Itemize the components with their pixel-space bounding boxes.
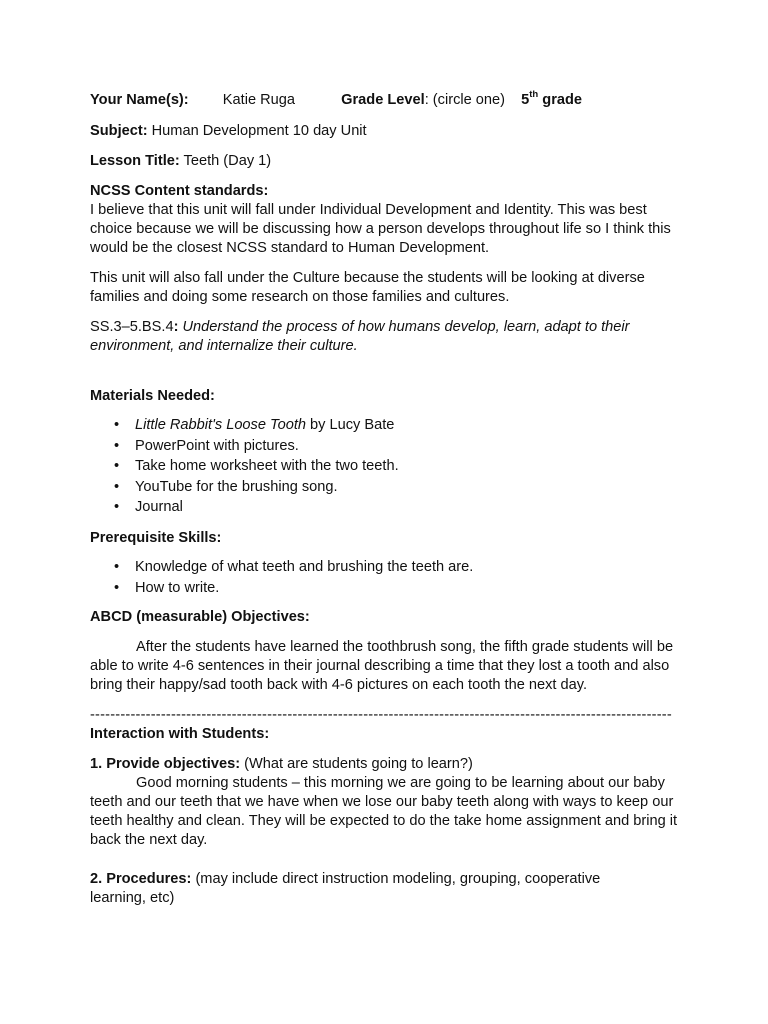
list-item: • YouTube for the brushing song. <box>90 477 399 498</box>
ncss-paragraph-1: I believe that this unit will fall under Individual Development and Identity. This was best choice because we will be discussing how a person develops throughout life so I think this would be the closest NCSS standard to Human Development. <box>90 202 671 256</box>
list-item: • Take home worksheet with the two teeth. <box>90 456 399 477</box>
subject-label: Subject: <box>90 123 148 139</box>
subject-value: Human Development 10 day Unit <box>151 123 367 139</box>
bullet-icon: • <box>114 478 120 495</box>
bullet-icon: • <box>114 417 120 433</box>
book-author: by Lucy Bate <box>306 417 395 433</box>
provide-objectives-paragraph: Good morning students – this morning we are going to be learning about our baby teeth and our teeth that we have when we lose our baby teeth along with ways to keep our teeth healthy and clean. They will be expected to do the take home assignment and bring it back the next day. <box>90 775 678 848</box>
interaction-heading: Interaction with Students: <box>90 726 270 742</box>
procedures-line <box>90 870 650 908</box>
list-item: • How to write. <box>90 578 473 599</box>
list-item: • Knowledge of what teeth and brushing the teeth are. <box>90 557 473 578</box>
list-item <box>90 415 399 436</box>
list-item: • PowerPoint with pictures. <box>90 436 399 457</box>
ncss-heading: NCSS Content standards: <box>90 183 269 199</box>
header-line <box>90 91 582 110</box>
bullet-icon: • <box>114 458 120 474</box>
provide-objectives-label: 1. Provide objectives: <box>90 756 241 772</box>
bullet-icon: • <box>114 437 120 454</box>
bullet-icon: • <box>114 559 120 575</box>
bullet-icon: • <box>114 579 120 596</box>
prereq-heading: Prerequisite Skills: <box>90 530 222 546</box>
procedures-label: 2. Procedures: <box>90 871 192 887</box>
book-title: Little Rabbit's Loose Tooth <box>135 417 306 433</box>
lesson-title-line <box>90 152 271 171</box>
lesson-title-label: Lesson Title: <box>90 153 180 169</box>
materials-heading: Materials Needed: <box>90 388 215 404</box>
provide-objectives-line <box>90 755 473 774</box>
grade-value: 5th grade <box>521 89 583 108</box>
list-item: • Journal <box>90 497 399 518</box>
subject-line <box>90 122 367 141</box>
bullet-icon: • <box>114 499 120 515</box>
materials-list <box>90 415 399 518</box>
procedures-hint: (may include direct instruction modeling, grouping, cooperative learning, etc) <box>90 871 601 906</box>
standard-code: SS.3–5.BS.4 <box>90 319 174 335</box>
ncss-standard: SS.3–5.BS.4: Understand the process of how humans develop, learn, adapt to their environment, and internalize their culture. <box>90 319 630 354</box>
lesson-title-value: Teeth (Day 1) <box>183 153 272 169</box>
name-value: Katie Ruga <box>222 92 296 108</box>
ncss-paragraph-2: This unit will also fall under the Culture because the students will be looking at diverse families and doing some research on those families and cultures. <box>90 270 645 305</box>
standard-text: Understand the process of how humans develop, learn, adapt to their environment, and internalize their culture. <box>90 319 630 354</box>
name-label: Your Name(s): <box>90 92 189 108</box>
section-divider: ------------------------------------------------------------------------------------------------------------------- <box>90 707 672 723</box>
provide-objectives-hint: (What are students going to learn?) <box>240 756 473 772</box>
grade-label: Grade Level <box>341 92 425 108</box>
objectives-paragraph: After the students have learned the toothbrush song, the fifth grade students will be able to write 4-6 sentences in their journal describing a time that they lost a tooth and also bring their happy/sad tooth back with 4-6 pictures on each tooth the next day. <box>90 639 674 693</box>
grade-hint: : (circle one) <box>424 92 505 108</box>
prereq-list <box>90 557 473 598</box>
objectives-heading: ABCD (measurable) Objectives: <box>90 609 310 625</box>
